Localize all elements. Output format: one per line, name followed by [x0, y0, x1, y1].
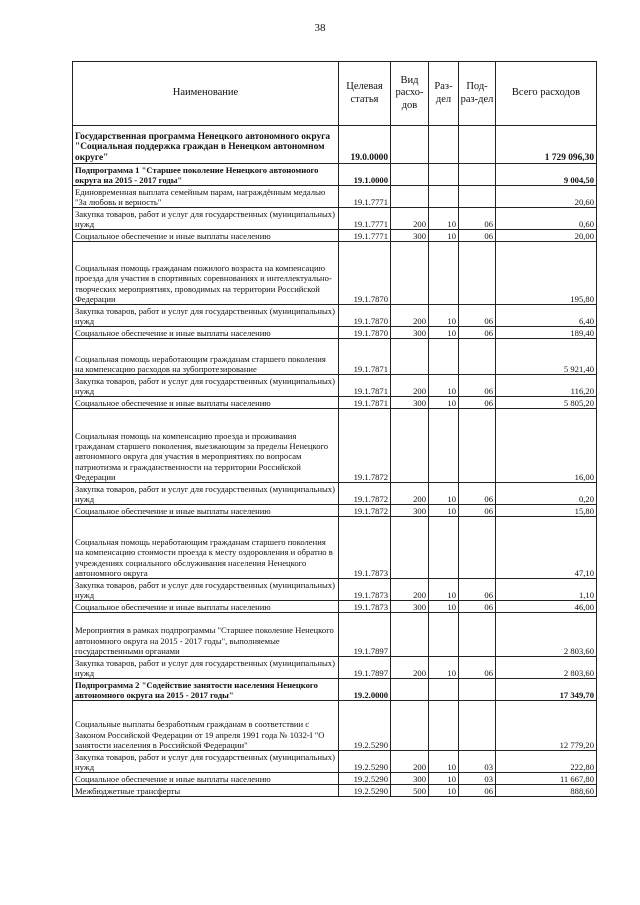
table-row	[73, 305, 597, 327]
cell-name: Подпрограмма 1 "Старшее поколение Ненецкого автономного округа на 2015 - 2017 годы"	[73, 164, 339, 186]
cell-expense-type: 200	[391, 483, 429, 505]
cell-name: Закупка товаров, работ и услуг для государственных (муниципальных) нужд	[73, 751, 339, 773]
cell-total: 195,80	[496, 242, 597, 305]
table-row	[73, 230, 597, 242]
cell-expense-type: 200	[391, 305, 429, 327]
cell-subsection: 06	[459, 375, 496, 397]
cell-name: Подпрограмма 2 "Содействие занятости населения Ненецкого автономного округа на 2015 - 2017 годы"	[73, 679, 339, 701]
cell-target: 19.1.7897	[339, 613, 391, 657]
cell-section: 10	[429, 657, 459, 679]
cell-target: 19.1.7871	[339, 375, 391, 397]
cell-expense-type: 200	[391, 579, 429, 601]
cell-subsection: 06	[459, 305, 496, 327]
budget-table	[72, 61, 597, 797]
cell-expense-type: 200	[391, 208, 429, 230]
cell-subsection	[459, 679, 496, 701]
cell-total: 16,00	[496, 409, 597, 483]
cell-target: 19.1.7870	[339, 305, 391, 327]
cell-total: 0,20	[496, 483, 597, 505]
cell-target: 19.1.7871	[339, 397, 391, 409]
cell-target: 19.1.7871	[339, 339, 391, 375]
cell-name: Социальная помощь гражданам пожилого возраста на компенсацию проезда для участия в спортивных соревнованиях и интеллектуально-творческих мероприятиях, проводимых на территории Российской Федерации	[73, 242, 339, 305]
cell-total: 116,20	[496, 375, 597, 397]
cell-target: 19.1.7870	[339, 327, 391, 339]
cell-target: 19.1.7870	[339, 242, 391, 305]
cell-name: Социальные выплаты безработным гражданам в соответствии с Законом Российской Федерации от 19 апреля 1991 года № 1032-I "О занятости населения в Российской Федерации"	[73, 701, 339, 751]
cell-target: 19.2.5290	[339, 751, 391, 773]
cell-total: 17 349,70	[496, 679, 597, 701]
cell-name: Социальная помощь на компенсацию проезда и проживания гражданам старшего поколения, выезжающим за пределы Ненецкого автономного округа для участия в мероприятиях по вопросам патриотизма и гражданственности на территории Российской Федерации	[73, 409, 339, 483]
cell-target: 19.1.7872	[339, 409, 391, 483]
table-row	[73, 375, 597, 397]
table-row	[73, 679, 597, 701]
cell-total: 20,60	[496, 186, 597, 208]
table-row	[73, 327, 597, 339]
cell-total: 222,80	[496, 751, 597, 773]
cell-name: Социальная помощь неработающим гражданам старшего поколения на компенсацию стоимости проезда к месту оздоровления и обратно в учреждениях социального обслуживания населения Ненецкого автономного округа	[73, 517, 339, 579]
cell-total: 888,60	[496, 785, 597, 797]
cell-expense-type	[391, 679, 429, 701]
cell-section	[429, 409, 459, 483]
cell-section: 10	[429, 208, 459, 230]
cell-name: Закупка товаров, работ и услуг для государственных (муниципальных) нужд	[73, 579, 339, 601]
cell-section	[429, 701, 459, 751]
cell-expense-type: 300	[391, 601, 429, 613]
cell-target: 19.2.5290	[339, 785, 391, 797]
cell-name: Единовременная выплата семейным парам, награждённым медалью "За любовь и верность"	[73, 186, 339, 208]
cell-total: 6,40	[496, 305, 597, 327]
cell-target: 19.1.7872	[339, 483, 391, 505]
cell-total: 9 004,50	[496, 164, 597, 186]
cell-total: 20,00	[496, 230, 597, 242]
cell-section: 10	[429, 751, 459, 773]
cell-target: 19.1.7873	[339, 601, 391, 613]
cell-subsection: 06	[459, 327, 496, 339]
cell-subsection: 06	[459, 208, 496, 230]
cell-target: 19.2.5290	[339, 773, 391, 785]
header-subsection: Под-раз-дел	[459, 62, 496, 126]
cell-subsection: 03	[459, 773, 496, 785]
cell-section: 10	[429, 785, 459, 797]
cell-subsection: 06	[459, 579, 496, 601]
cell-expense-type: 200	[391, 751, 429, 773]
cell-section: 10	[429, 397, 459, 409]
table-row	[73, 242, 597, 305]
cell-subsection	[459, 409, 496, 483]
cell-subsection	[459, 126, 496, 164]
table-row	[73, 613, 597, 657]
cell-name: Межбюджетные трансферты	[73, 785, 339, 797]
cell-name: Закупка товаров, работ и услуг для государственных (муниципальных) нужд	[73, 208, 339, 230]
table-row	[73, 339, 597, 375]
cell-expense-type	[391, 186, 429, 208]
cell-expense-type: 300	[391, 397, 429, 409]
cell-total: 12 779,20	[496, 701, 597, 751]
cell-total: 189,40	[496, 327, 597, 339]
cell-total: 5 805,20	[496, 397, 597, 409]
cell-subsection: 06	[459, 657, 496, 679]
cell-expense-type	[391, 613, 429, 657]
cell-subsection	[459, 701, 496, 751]
cell-expense-type	[391, 242, 429, 305]
table-row	[73, 751, 597, 773]
cell-target: 19.1.7873	[339, 517, 391, 579]
cell-name: Социальное обеспечение и иные выплаты населению	[73, 773, 339, 785]
cell-expense-type: 300	[391, 505, 429, 517]
header-total: Всего расходов	[496, 62, 597, 126]
table-row	[73, 579, 597, 601]
cell-subsection: 06	[459, 397, 496, 409]
table-row	[73, 186, 597, 208]
cell-section	[429, 186, 459, 208]
cell-subsection: 06	[459, 601, 496, 613]
table-row	[73, 397, 597, 409]
cell-section	[429, 164, 459, 186]
cell-expense-type	[391, 164, 429, 186]
cell-expense-type	[391, 517, 429, 579]
cell-expense-type	[391, 701, 429, 751]
cell-name: Социальное обеспечение и иные выплаты населению	[73, 327, 339, 339]
cell-expense-type	[391, 126, 429, 164]
cell-subsection	[459, 186, 496, 208]
cell-target: 19.2.5290	[339, 701, 391, 751]
cell-section	[429, 339, 459, 375]
table-row	[73, 517, 597, 579]
header-target: Целевая статья	[339, 62, 391, 126]
cell-section	[429, 517, 459, 579]
cell-target: 19.1.7771	[339, 230, 391, 242]
cell-name: Социальное обеспечение и иные выплаты населению	[73, 505, 339, 517]
cell-subsection	[459, 242, 496, 305]
cell-total: 15,80	[496, 505, 597, 517]
cell-subsection: 06	[459, 230, 496, 242]
cell-expense-type: 300	[391, 230, 429, 242]
header-name: Наименование	[73, 62, 339, 126]
cell-name: Государственная программа Ненецкого автономного округа "Социальная поддержка граждан в Ненецком автономном округе"	[73, 126, 339, 164]
table-row	[73, 164, 597, 186]
cell-name: Социальная помощь неработающим гражданам старшего поколения на компенсацию расходов на зубопротезирование	[73, 339, 339, 375]
cell-section: 10	[429, 305, 459, 327]
cell-section: 10	[429, 505, 459, 517]
cell-expense-type: 200	[391, 657, 429, 679]
cell-section: 10	[429, 773, 459, 785]
cell-subsection	[459, 613, 496, 657]
cell-target: 19.1.7872	[339, 505, 391, 517]
cell-subsection	[459, 164, 496, 186]
table-header-row	[73, 62, 597, 126]
cell-total: 11 667,80	[496, 773, 597, 785]
cell-subsection: 03	[459, 751, 496, 773]
cell-name: Социальное обеспечение и иные выплаты населению	[73, 601, 339, 613]
cell-name: Закупка товаров, работ и услуг для государственных (муниципальных) нужд	[73, 375, 339, 397]
table-row	[73, 126, 597, 164]
cell-total: 2 803,60	[496, 657, 597, 679]
cell-target: 19.1.7771	[339, 208, 391, 230]
table-row	[73, 773, 597, 785]
cell-section: 10	[429, 375, 459, 397]
cell-total: 47,10	[496, 517, 597, 579]
cell-section	[429, 613, 459, 657]
cell-expense-type: 300	[391, 773, 429, 785]
table-row	[73, 483, 597, 505]
header-section: Раз-дел	[429, 62, 459, 126]
cell-subsection	[459, 517, 496, 579]
table-row	[73, 409, 597, 483]
cell-name: Мероприятия в рамках подпрограммы "Старшее поколение Ненецкого автономного округа на 2015 - 2017 годы", выполняемые государственными органами	[73, 613, 339, 657]
cell-target: 19.1.7897	[339, 657, 391, 679]
cell-section: 10	[429, 483, 459, 505]
cell-name: Закупка товаров, работ и услуг для государственных (муниципальных) нужд	[73, 305, 339, 327]
cell-subsection: 06	[459, 483, 496, 505]
cell-subsection: 06	[459, 785, 496, 797]
cell-section: 10	[429, 230, 459, 242]
cell-target: 19.0.0000	[339, 126, 391, 164]
cell-expense-type	[391, 409, 429, 483]
cell-expense-type: 300	[391, 327, 429, 339]
cell-total: 1,10	[496, 579, 597, 601]
table-row	[73, 701, 597, 751]
cell-target: 19.1.7873	[339, 579, 391, 601]
cell-name: Закупка товаров, работ и услуг для государственных (муниципальных) нужд	[73, 657, 339, 679]
cell-total: 1 729 096,30	[496, 126, 597, 164]
cell-section: 10	[429, 327, 459, 339]
cell-section	[429, 679, 459, 701]
page-number: 38	[314, 22, 326, 34]
table-row	[73, 505, 597, 517]
cell-target: 19.1.7771	[339, 186, 391, 208]
table-row	[73, 601, 597, 613]
cell-name: Социальное обеспечение и иные выплаты населению	[73, 397, 339, 409]
table-row	[73, 785, 597, 797]
cell-expense-type	[391, 339, 429, 375]
table-row	[73, 208, 597, 230]
table-row	[73, 657, 597, 679]
cell-section: 10	[429, 601, 459, 613]
cell-section: 10	[429, 579, 459, 601]
cell-target: 19.1.0000	[339, 164, 391, 186]
cell-total: 0,60	[496, 208, 597, 230]
cell-subsection: 06	[459, 505, 496, 517]
cell-total: 2 803,60	[496, 613, 597, 657]
table-body	[73, 126, 597, 797]
cell-expense-type: 500	[391, 785, 429, 797]
cell-section	[429, 242, 459, 305]
cell-name: Социальное обеспечение и иные выплаты населению	[73, 230, 339, 242]
cell-section	[429, 126, 459, 164]
cell-subsection	[459, 339, 496, 375]
cell-total: 46,00	[496, 601, 597, 613]
cell-target: 19.2.0000	[339, 679, 391, 701]
cell-expense-type: 200	[391, 375, 429, 397]
cell-total: 5 921,40	[496, 339, 597, 375]
cell-name: Закупка товаров, работ и услуг для государственных (муниципальных) нужд	[73, 483, 339, 505]
header-expense-type: Вид расхо-дов	[391, 62, 429, 126]
